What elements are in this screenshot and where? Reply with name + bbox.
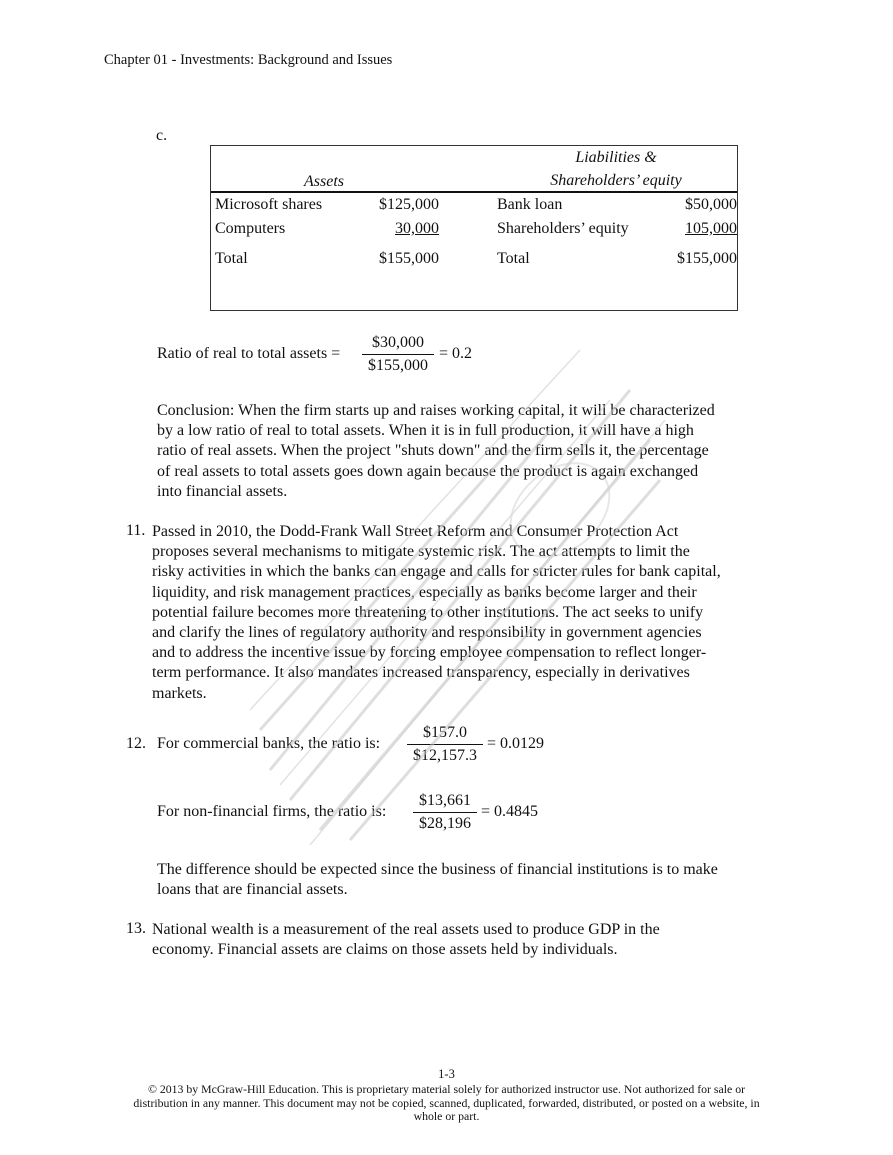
text-line: liquidity, and risk management practices, especially as banks become larger and their — [152, 583, 697, 601]
question-13-paragraph — [152, 920, 660, 960]
asset-value: 30,000 — [395, 220, 439, 237]
fraction-denominator: $28,196 — [419, 815, 471, 832]
liability-total-value: $155,000 — [677, 250, 737, 267]
asset-name: Computers — [215, 220, 286, 237]
ratio-real-total-result: = 0.2 — [439, 345, 473, 362]
question-number: 13. — [126, 920, 146, 937]
footer-line: © 2013 by McGraw-Hill Education. This is proprietary material solely for authorized instructor use. Not authorized for sale or — [147, 1082, 746, 1096]
text-line: term performance. It also mandates increased transparency, especially in derivatives — [152, 664, 690, 682]
balance-sheet-header-rule — [211, 191, 737, 193]
page-header-title: Chapter 01 - Investments: Background and Issues — [104, 52, 393, 68]
question-number: 11. — [126, 522, 146, 539]
question-11-paragraph — [152, 522, 721, 704]
text-line: National wealth is a measurement of the real assets used to produce GDP in the — [152, 921, 660, 938]
liability-value: $50,000 — [685, 196, 737, 213]
liability-name: Shareholders’ equity — [497, 220, 629, 237]
text-line: loans that are financial assets. — [157, 881, 348, 899]
ratio-real-total-label: Ratio of real to total assets = — [157, 345, 341, 362]
text-line: into financial assets. — [157, 482, 288, 500]
liability-value: 105,000 — [685, 220, 737, 237]
fraction-denominator: $12,157.3 — [413, 747, 477, 764]
asset-value: $125,000 — [379, 196, 439, 213]
asset-total-value: $155,000 — [379, 250, 439, 267]
part-c-label: c. — [156, 127, 168, 144]
asset-total-label: Total — [215, 250, 248, 267]
commercial-banks-fraction — [407, 724, 483, 765]
balance-sheet-table — [210, 145, 738, 311]
assets-header: Assets — [304, 173, 344, 190]
fraction-numerator: $157.0 — [407, 724, 483, 745]
commercial-banks-label: For commercial banks, the ratio is: — [157, 735, 381, 752]
text-line: potential failure becomes more threatening to other institutions. The act seeks to unify — [152, 603, 704, 621]
conclusion-paragraph — [157, 401, 715, 502]
copyright-footer — [0, 1083, 893, 1124]
text-line: markets. — [152, 684, 207, 702]
footer-line: distribution in any manner. This document may not be copied, scanned, duplicated, forwarded, distributed, or posted on a website, in — [133, 1095, 760, 1110]
question-number: 12. — [126, 735, 146, 752]
text-line: and to address the incentive issue by forcing employee compensation to reflect longer- — [152, 644, 707, 662]
text-line: ratio of real assets. When the project "shuts down" and the firm sells it, the percentage — [157, 442, 709, 460]
commercial-banks-result: = 0.0129 — [487, 735, 545, 752]
liabilities-header-line2: Shareholders’ equity — [550, 172, 682, 189]
ratio-real-total-fraction — [362, 334, 434, 375]
text-line: by a low ratio of real to total assets. When it is in full production, it will have a high — [157, 422, 694, 440]
liabilities-header-line1: Liabilities & — [575, 149, 657, 166]
nonfinancial-firms-fraction — [413, 792, 477, 833]
fraction-numerator: $13,661 — [413, 792, 477, 813]
footer-line: whole or part. — [413, 1109, 480, 1123]
fraction-numerator: $30,000 — [362, 334, 434, 355]
text-line: The difference should be expected since the business of financial institutions is to make — [157, 861, 718, 878]
fraction-denominator: $155,000 — [368, 357, 428, 374]
liability-name: Bank loan — [497, 196, 563, 213]
nonfinancial-firms-result: = 0.4845 — [481, 803, 539, 820]
page-number: 1-3 — [438, 1067, 455, 1081]
text-line: risky activities in which the banks can engage and calls for stricter rules for bank capital, — [152, 563, 721, 581]
nonfinancial-firms-label: For non-financial firms, the ratio is: — [157, 803, 387, 820]
asset-name: Microsoft shares — [215, 196, 323, 213]
text-line: Passed in 2010, the Dodd-Frank Wall Street Reform and Consumer Protection Act — [152, 523, 679, 540]
text-line: of real assets to total assets goes down again because the product is again exchanged — [157, 462, 699, 480]
text-line: proposes several mechanisms to mitigate systemic risk. The act attempts to limit the — [152, 543, 690, 561]
question-12-conclusion — [157, 860, 718, 900]
text-line: and clarify the lines of regulatory authority and responsibility in government agencies — [152, 624, 702, 642]
liability-total-label: Total — [497, 250, 530, 267]
text-line: economy. Financial assets are claims on those assets held by individuals. — [152, 941, 618, 959]
text-line: Conclusion: When the firm starts up and raises working capital, it will be characterized — [157, 402, 715, 419]
